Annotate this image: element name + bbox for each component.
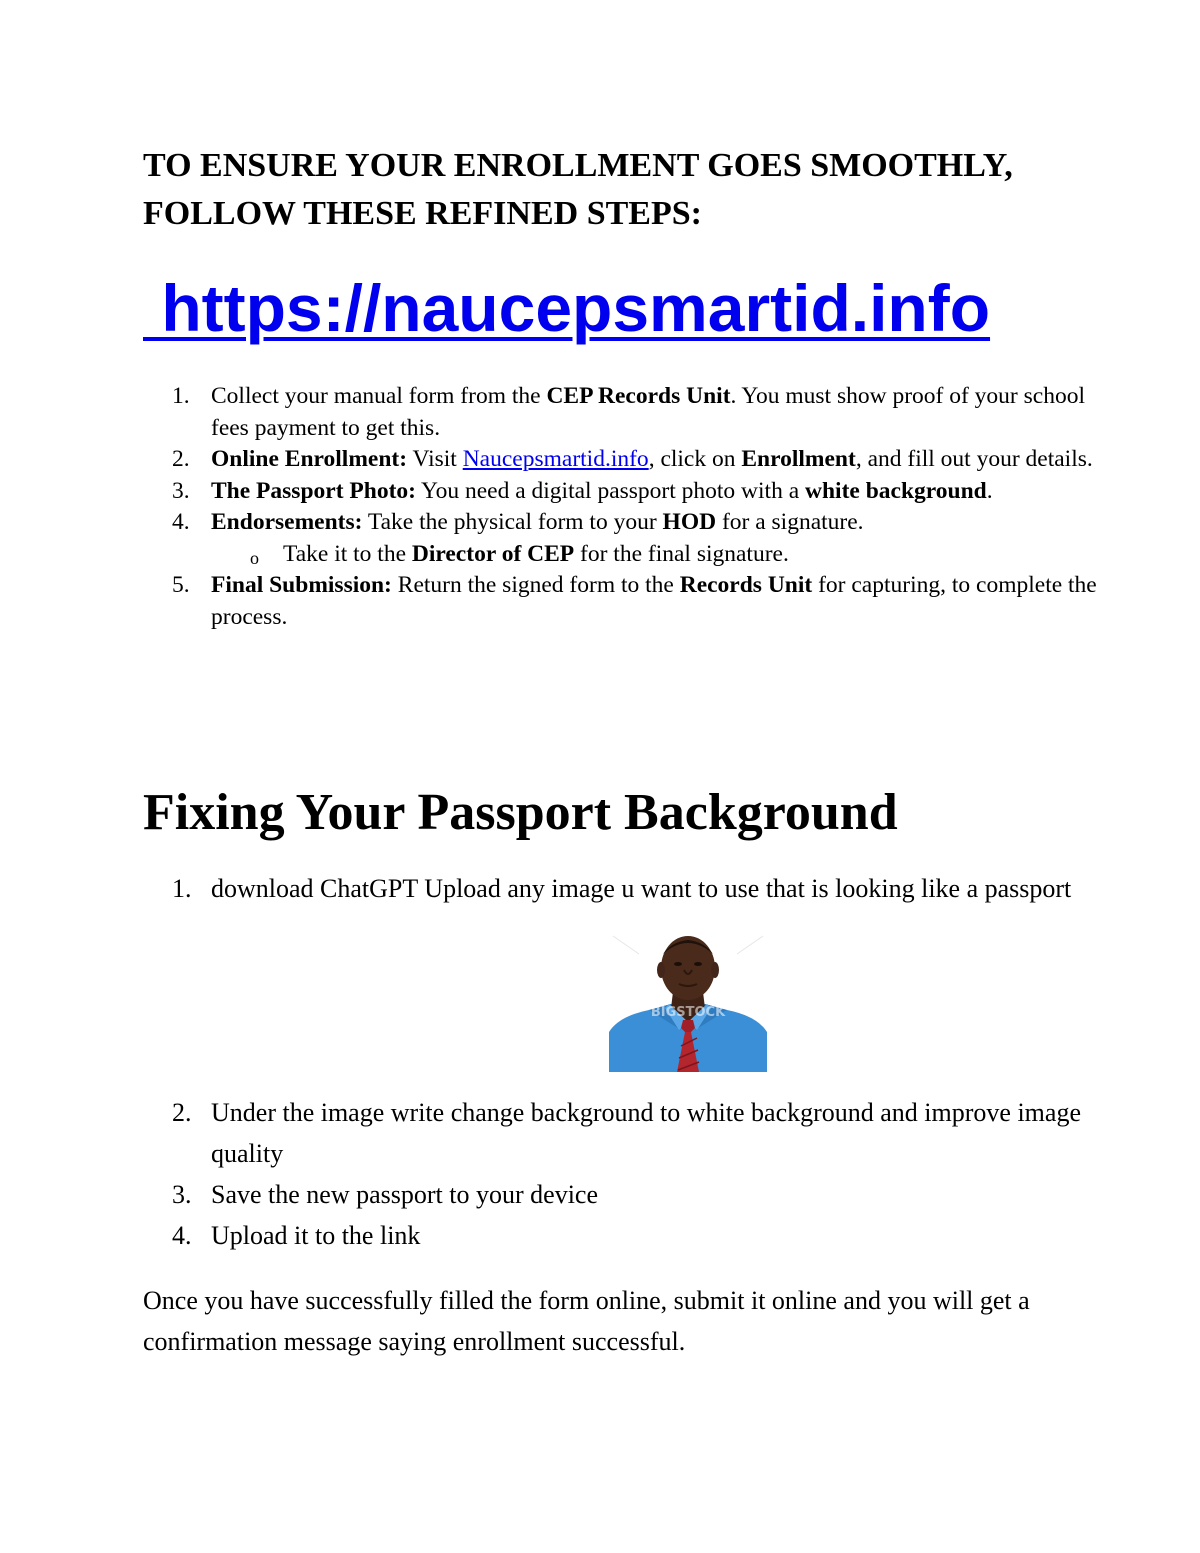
passport-photo-image (609, 934, 767, 1072)
step-text: Save the new passport to your device (211, 1180, 599, 1209)
step-number: 4. (172, 1221, 192, 1250)
list-item (0, 381, 1100, 444)
step-text: Collect your manual form from the (211, 383, 547, 409)
enrollment-steps-list (0, 381, 1100, 633)
step-text: download ChatGPT Upload any image u want to use that is looking like a passport (211, 874, 1072, 903)
step-text: . (986, 477, 993, 504)
page-title: TO ENSURE YOUR ENROLLMENT GOES SMOOTHLY, FOLLOW THESE REFINED STEPS: (143, 147, 1013, 232)
naucepsmartid-link[interactable]: https://naucepsmartid.info (143, 271, 991, 345)
step-label: Online Enrollment: (211, 446, 408, 472)
list-item (0, 1174, 1100, 1215)
step-number: 1. (172, 383, 190, 409)
step-text: , click on (648, 446, 742, 472)
step-text: . You must show proof of your school fees payment to get this. (211, 383, 1085, 441)
step-number: 3. (172, 1180, 192, 1209)
list-item (0, 444, 1100, 476)
step-number: 4. (172, 509, 190, 535)
section-heading: Fixing Your Passport Background (143, 784, 898, 841)
step-text: for the final signature. (574, 540, 789, 567)
step-number: 3. (172, 477, 190, 504)
list-item (0, 507, 1100, 539)
closing-paragraph: Once you have successfully filled the form online, submit it online and you will get a confirmation message saying enrollment successful. (143, 1286, 1030, 1356)
step-label: The Passport Photo: (211, 477, 416, 504)
step-number: 2. (172, 1098, 192, 1127)
watermark-text: BIGSTOCK (650, 1005, 726, 1020)
step-text: Return the signed form to the (391, 572, 680, 598)
list-item (0, 570, 1100, 633)
list-item (0, 868, 1100, 909)
step-bold: CEP Records Unit (546, 383, 731, 409)
step-text: Under the image write change background to white background and improve image quality (211, 1098, 1081, 1168)
step-text: Upload it to the link (211, 1221, 421, 1250)
step-text: for capturing, to complete the process. (211, 572, 1097, 630)
passport-photo-icon (609, 934, 767, 1072)
step-text: for a signature. (716, 509, 864, 535)
step-number: 5. (172, 572, 190, 598)
passport-steps-list-continued (0, 1092, 1100, 1256)
step-text: Visit (407, 446, 463, 472)
list-item (0, 1215, 1100, 1256)
naucepsmartid-inline-link[interactable]: Naucepsmartid.info (462, 446, 649, 472)
passport-steps-list (0, 868, 1100, 909)
step-number: 1. (172, 874, 192, 903)
step-label: Final Submission: (211, 572, 392, 598)
step-bold: Director of CEP (411, 540, 575, 567)
step-bold: HOD (662, 509, 717, 535)
step-number: 2. (172, 446, 190, 472)
step-text: Take it to the (283, 540, 412, 567)
list-item (0, 1092, 1100, 1174)
step-bold: Enrollment (741, 446, 856, 472)
sub-list-item (0, 539, 1100, 571)
step-bold: white background (805, 477, 987, 504)
step-bold: Records Unit (679, 572, 813, 598)
step-text: , and fill out your details. (855, 446, 1093, 472)
list-item (0, 476, 1100, 508)
step-label: Endorsements: (211, 509, 363, 535)
step-text: Take the physical form to your (362, 509, 663, 535)
circle-bullet-icon: o (250, 547, 259, 568)
step-text: You need a digital passport photo with a (415, 477, 806, 504)
